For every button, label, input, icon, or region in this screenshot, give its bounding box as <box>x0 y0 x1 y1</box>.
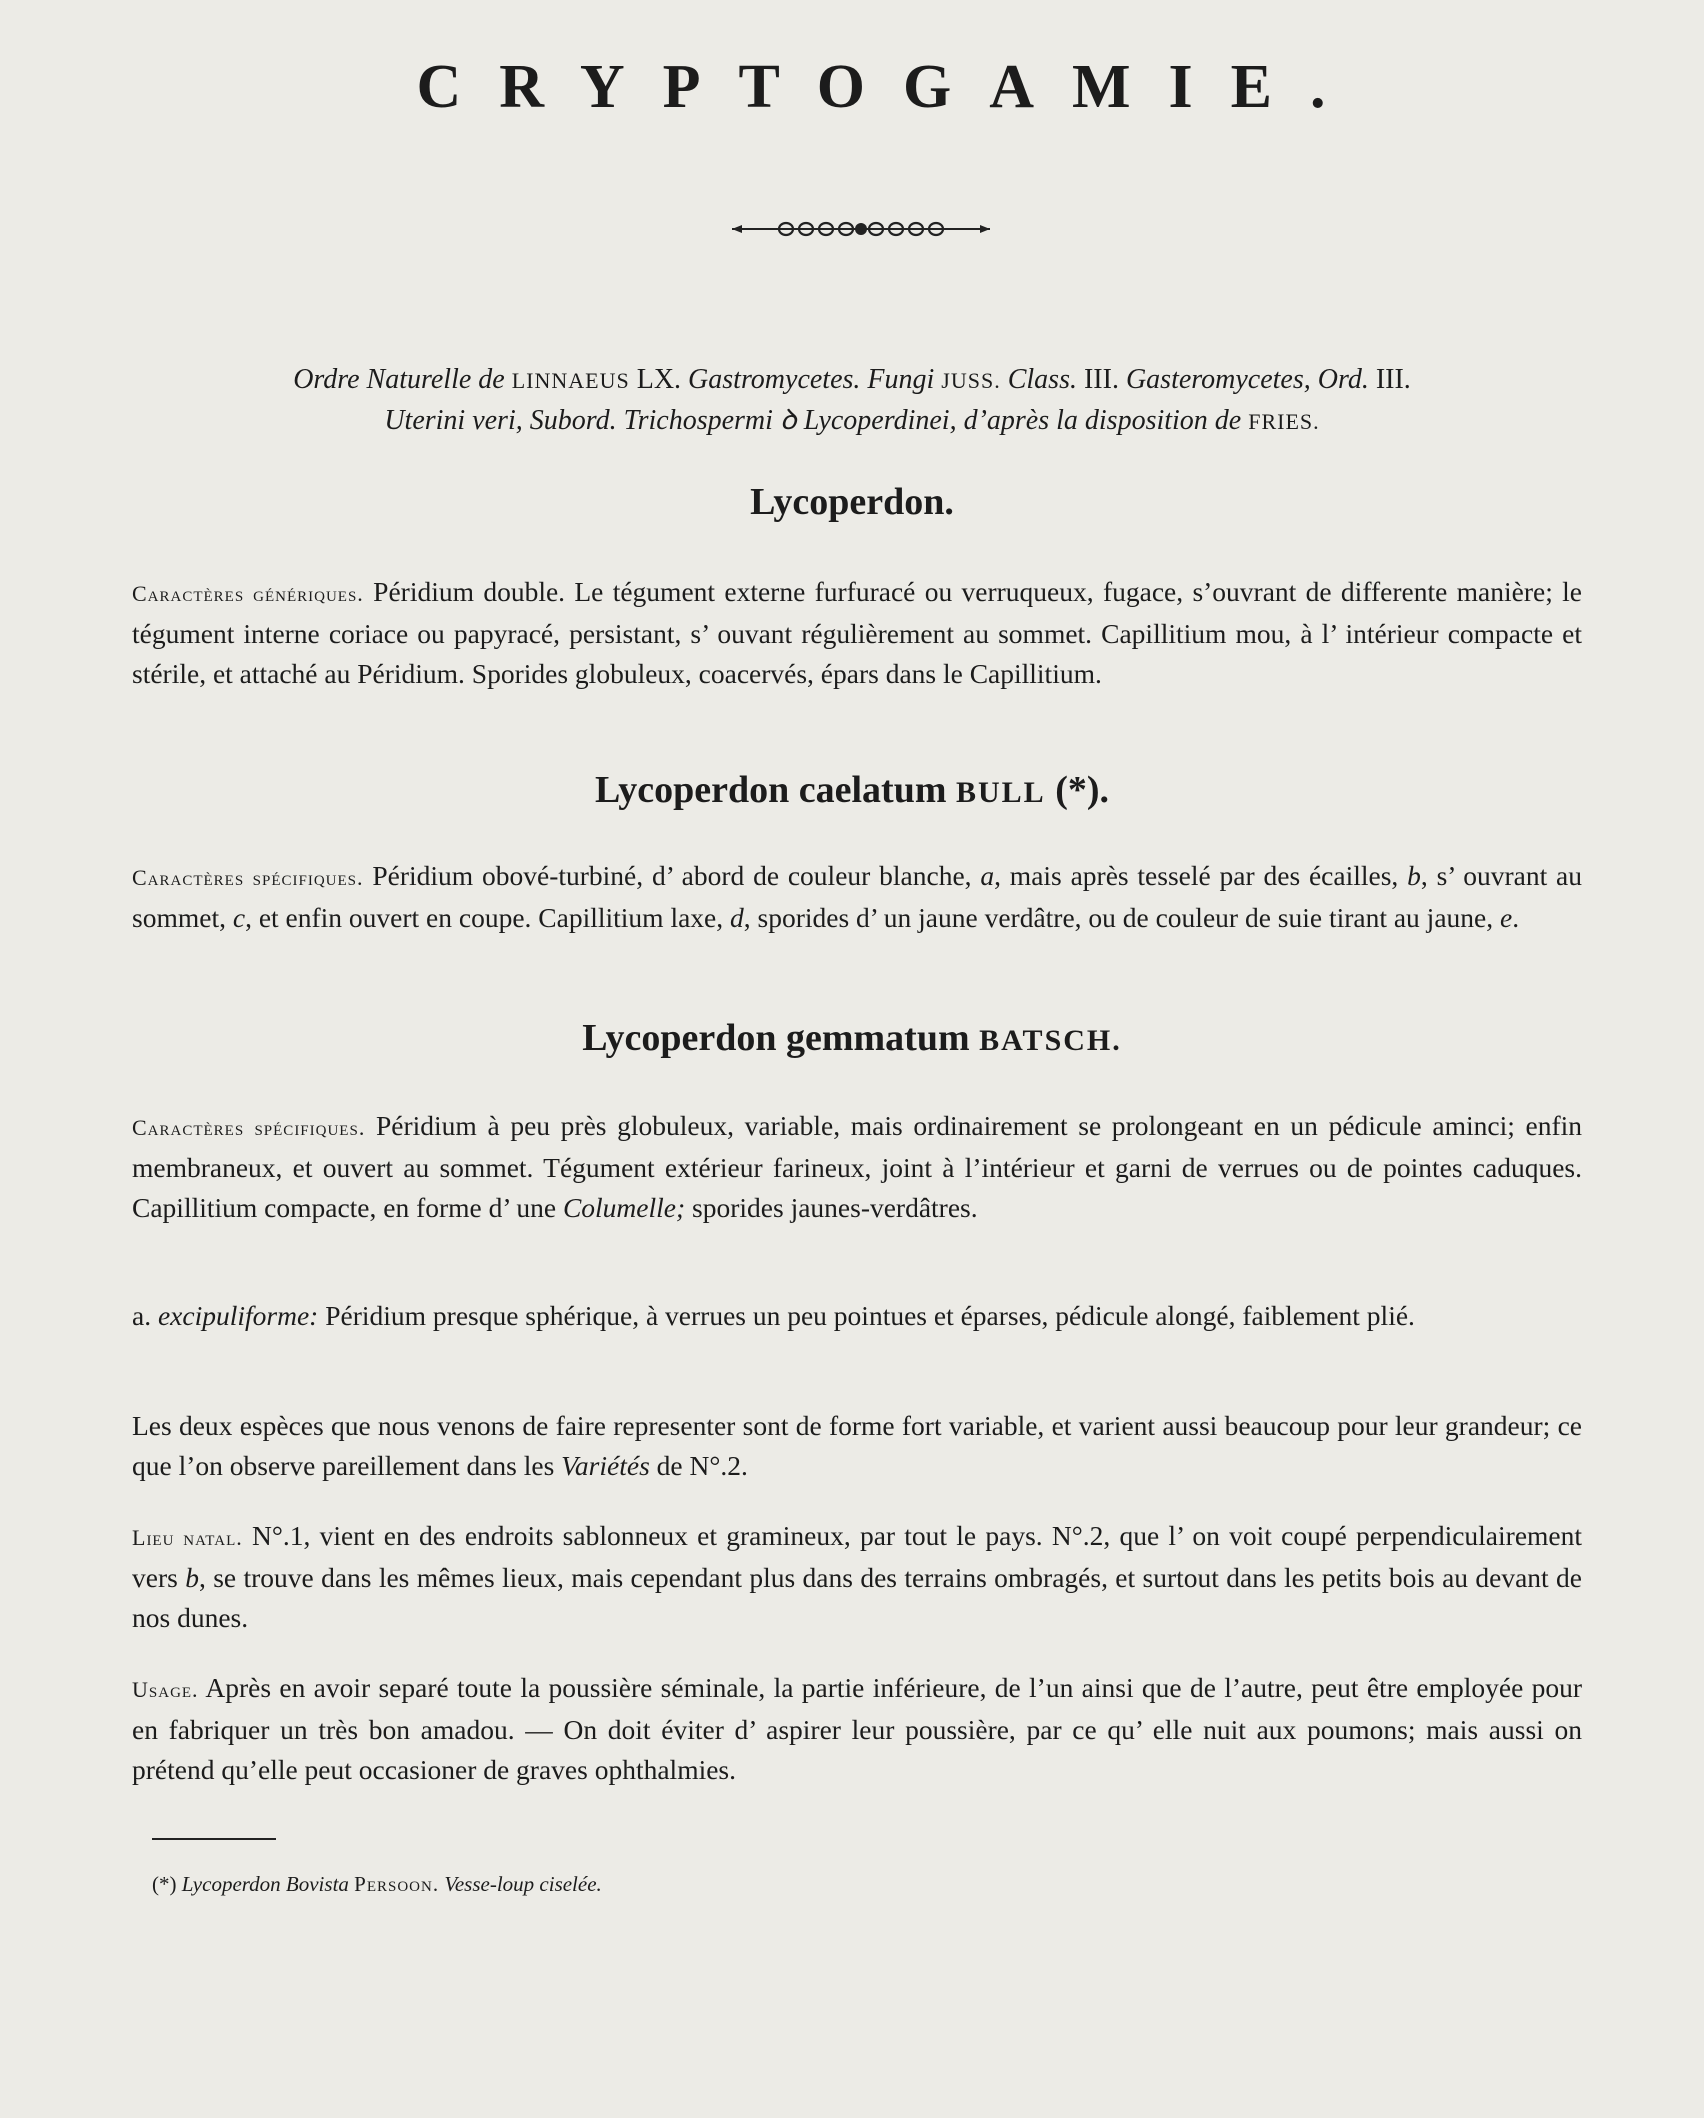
footnote: (*) Lycoperdon Bovista Persoon. Vesse-loup ciselée. <box>152 1872 602 1896</box>
genus-heading: Lycoperdon. <box>750 481 954 523</box>
classification-line-1: Ordre Naturelle de LINNAEUS LX. Gastromycetes. Fungi JUSS. Class. III. Gasteromycetes, Ord. III. <box>293 364 1411 395</box>
page-title: CRYPTOGAMIE. <box>416 53 1364 121</box>
species-heading-gemmatum: Lycoperdon gemmatum BATSCH. <box>582 1017 1122 1059</box>
footnote-rule <box>152 1838 276 1840</box>
classification-line <box>110 360 1594 442</box>
ornament-divider-icon <box>726 214 996 244</box>
habitat: Lieu natal. N°.1, vient en des endroits sablonneux et gramineux, par tout le pays. N°.2, que l’ on voit coupé perpendiculairement vers b, se trouve dans les mêmes lieux, mais cependant plus dans des terrains ombragés, et surtout dans les petits bois au devant de nos dunes. <box>132 1520 1583 1633</box>
usage: Usage. Après en avoir separé toute la poussière séminale, la partie inférieure, de l’un ainsi que de l’autre, peut être employée pour en fabriquer un très bon amadou. — On doit éviter d’ aspirer leur poussière, par ce qu’ elle nuit aux poumons; mais aussi on prétend qu’elle peut occasioner de graves ophthalmies. <box>132 1672 1583 1785</box>
generic-characters-text: Péridium double. Le tégument externe furfuracé ou verruqueux, fugace, s’ouvrant de differente manière; le tégument interne coriace ou papyracé, persistant, s’ ouvant régulièrement au sommet. Capillitium mou, à l’ intérieur compacte et stérile, et attaché au Péridium. Sporides globuleux, coacervés, épars dans le Capillitium. <box>132 576 1583 689</box>
specific-characters-gemmatum: Caractères spécifiques. Péridium à peu près globuleux, variable, mais ordinairement se prolongeant en un pédicule aminci; enfin membraneux, et ouvert au sommet. Tégument extérieur farineux, joint à l’intérieur et garni de verrues ou de pointes caduques. Capillitium compacte, en forme d’ une Columelle; sporides jaunes-verdâtres. <box>132 1110 1583 1223</box>
generic-characters-label: Caractères génériques. <box>132 581 364 606</box>
variability-note: Les deux espèces que nous venons de faire representer sont de forme fort variable, et varient aussi beaucoup pour leur grandeur; ce que l’on observe pareillement dans les Variétés de N°.2. <box>132 1410 1582 1481</box>
variety-excipuliforme: a. excipuliforme: Péridium presque sphérique, à verrues un peu pointues et éparses, pédicule alongé, faiblement plié. <box>132 1300 1415 1331</box>
classification-line-2: Uterini veri, Subord. Trichospermi ꝺ Lycoperdinei, d’après la disposition de FRIES. <box>384 405 1320 436</box>
generic-characters <box>132 572 1582 694</box>
specific-characters-caelatum: Caractères spécifiques. Péridium obové-turbiné, d’ abord de couleur blanche, a, mais après tesselé par des écailles, b, s’ ouvrant au sommet, c, et enfin ouvert en coupe. Capillitium laxe, d, sporides d’ un jaune verdâtre, ou de couleur de suie tirant au jaune, e. <box>132 860 1583 933</box>
species-heading-caelatum: Lycoperdon caelatum BULL (*). <box>595 769 1109 811</box>
